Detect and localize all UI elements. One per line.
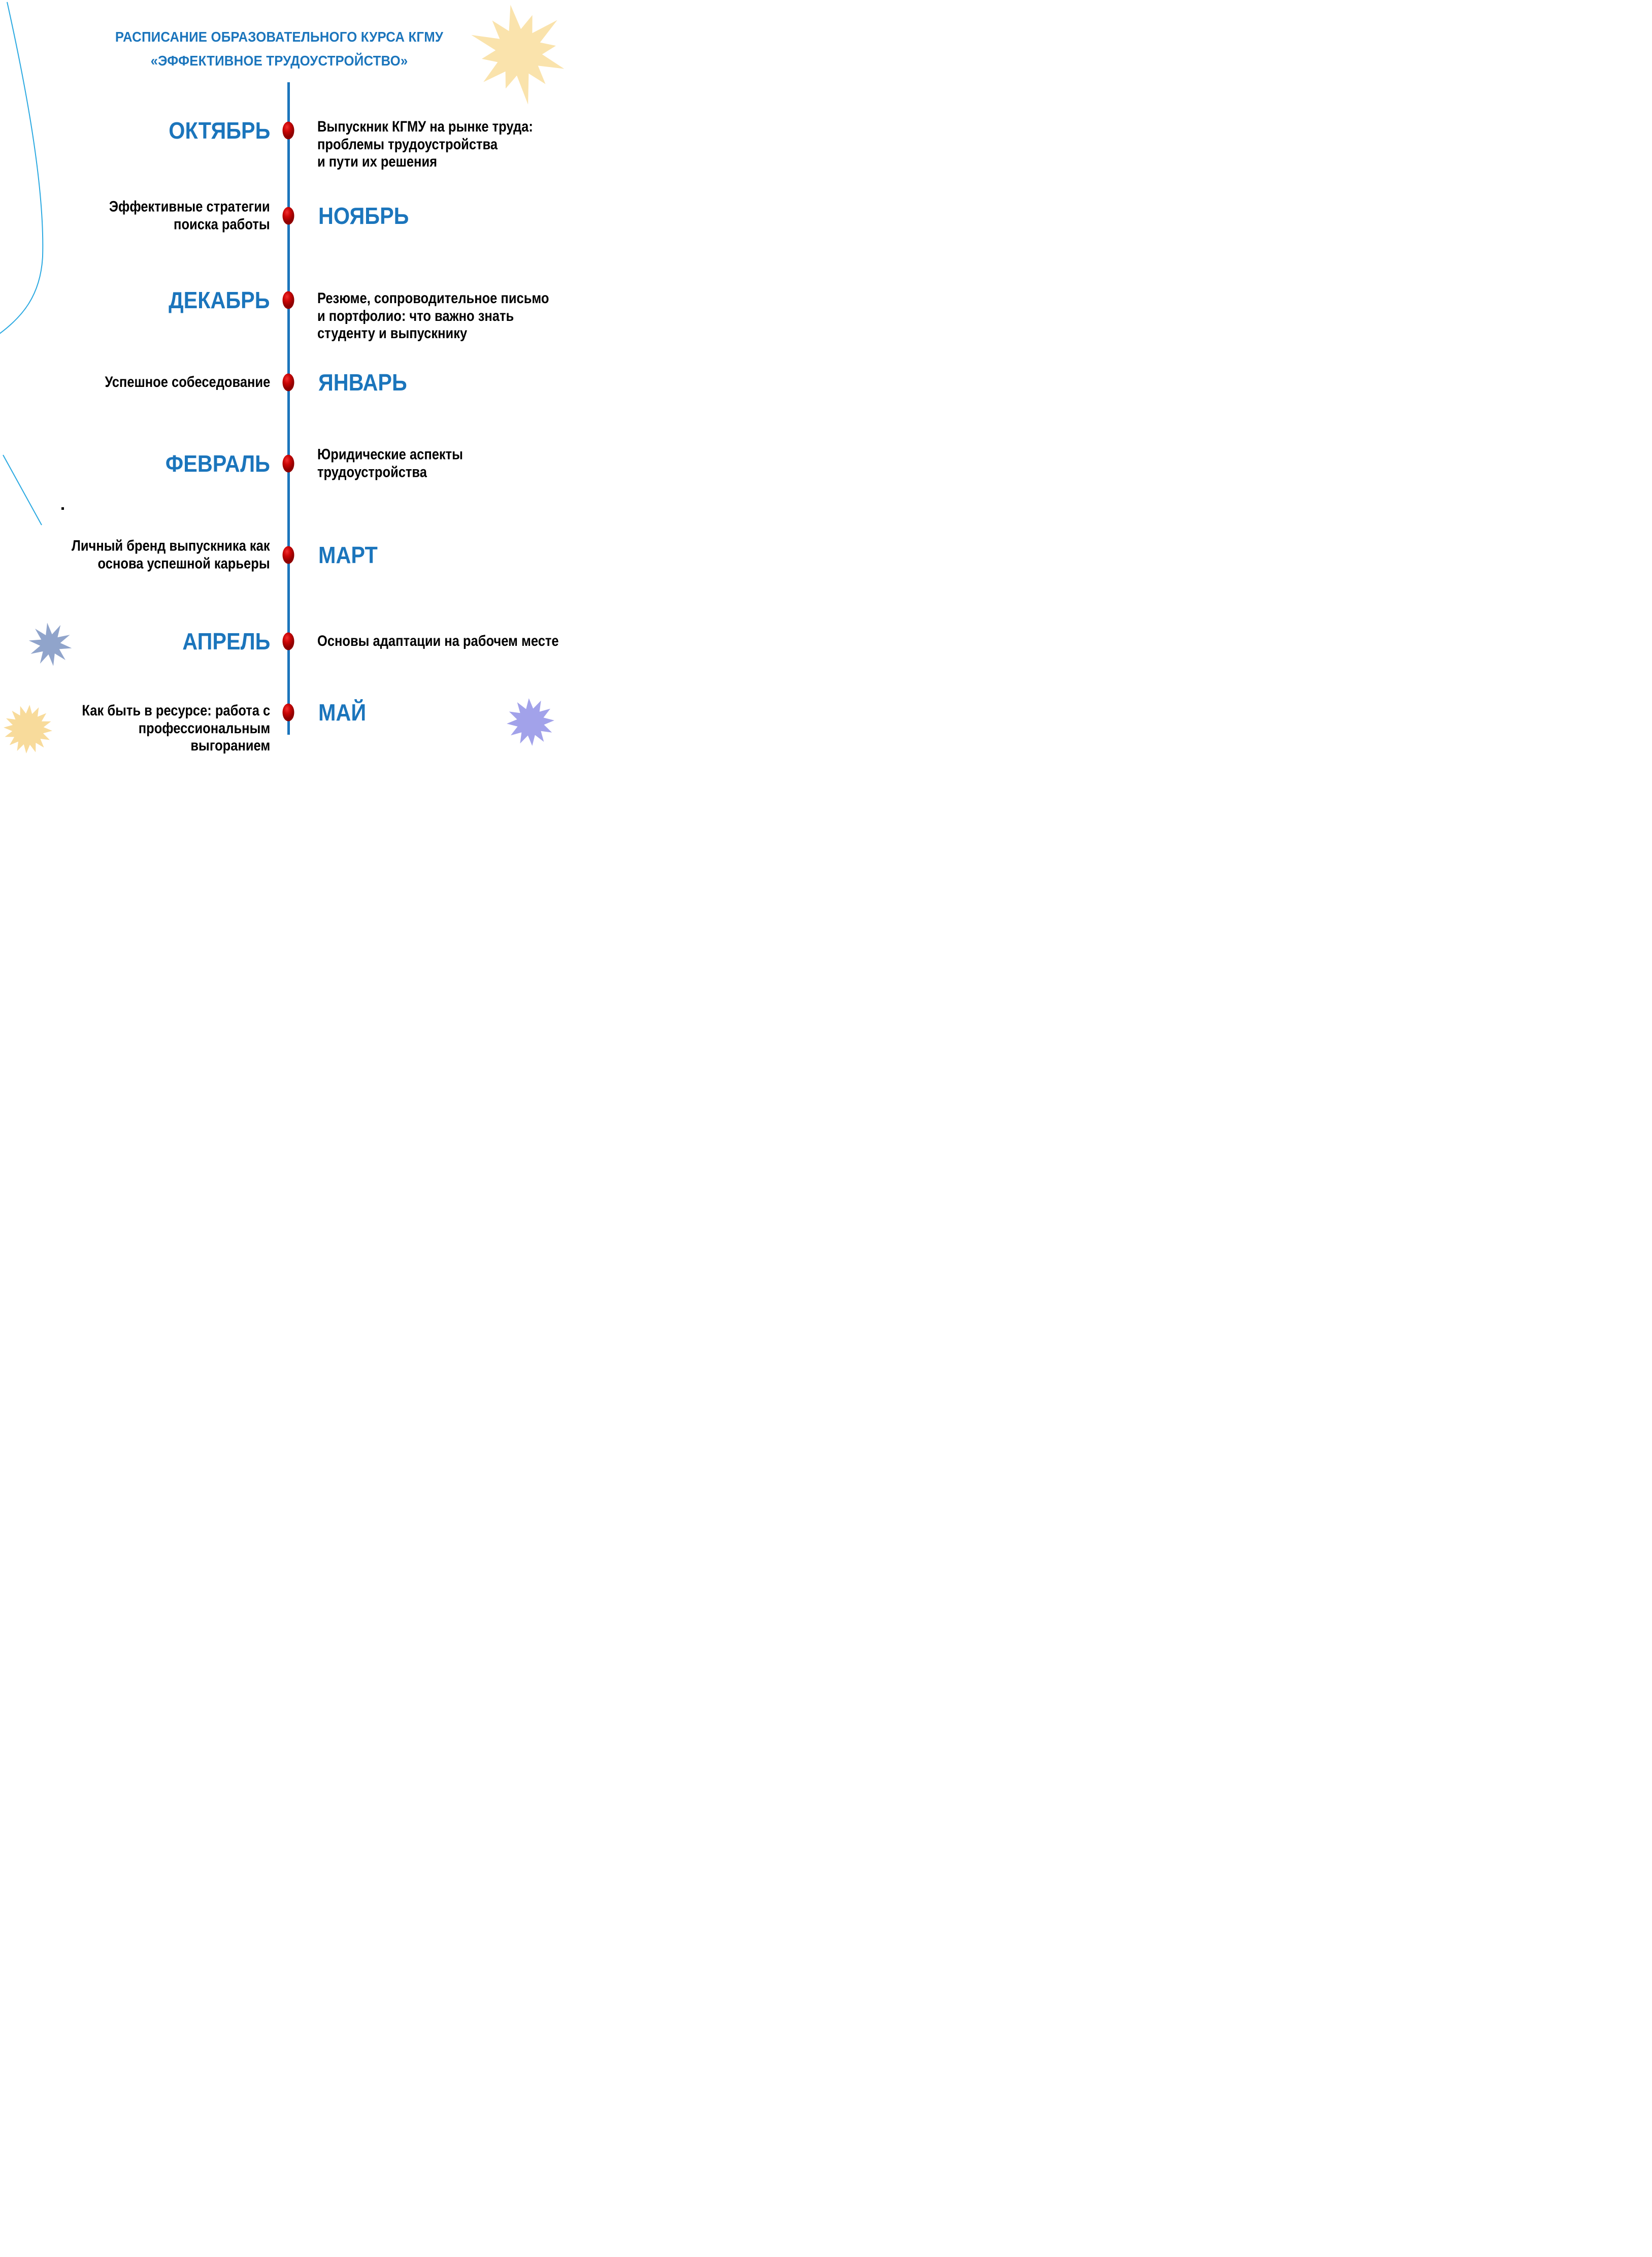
description-6 (72, 538, 270, 573)
timeline-dot-6 (283, 546, 294, 564)
star-bottom-left-blue-gray (29, 623, 72, 666)
stray-mark (61, 507, 64, 510)
description-2-line-1: Эффективные стратегии (109, 198, 270, 215)
description-6-line-1: Личный бренд выпускника как (72, 537, 270, 554)
timeline-dot-3 (283, 291, 294, 309)
timeline-dot-8 (283, 704, 294, 722)
description-1-line-2: проблемы трудоустройства (317, 136, 498, 153)
month-label-1: ОКТЯБРЬ (168, 117, 270, 144)
description-7-line-1: Основы адаптации на рабочем месте (317, 632, 559, 649)
description-4 (105, 374, 270, 391)
description-1 (317, 118, 533, 171)
page-title (0, 25, 558, 73)
description-3 (317, 290, 549, 343)
page-title-line-1: РАСПИСАНИЕ ОБРАЗОВАТЕЛЬНОГО КУРСА КГМУ (115, 29, 444, 45)
month-label-4: ЯНВАРЬ (318, 369, 407, 396)
description-5-line-1: Юридические аспекты (317, 446, 463, 463)
month-label-5: ФЕВРАЛЬ (165, 450, 270, 477)
month-label-8: МАЙ (318, 699, 367, 726)
timeline-dot-7 (283, 633, 294, 650)
description-8-line-3: выгоранием (190, 737, 270, 754)
timeline-dot-1 (283, 122, 294, 140)
description-1-line-3: и пути их решения (317, 153, 438, 170)
description-8-line-1: Как быть в ресурсе: работа с (82, 702, 270, 719)
timeline-dot-5 (283, 455, 294, 473)
description-5-line-2: трудоустройства (317, 464, 427, 480)
description-8-line-2: профессиональным (138, 719, 270, 737)
description-2-line-2: поиска работы (174, 216, 270, 233)
description-5 (317, 446, 463, 481)
page-title-line-2: «ЭФФЕКТИВНОЕ ТРУДОУСТРОЙСТВО» (150, 53, 408, 69)
description-3-line-3: студенту и выпускнику (317, 325, 468, 342)
starburst-bottom-left-yellow (4, 705, 52, 754)
description-6-line-2: основа успешной карьеры (97, 555, 270, 572)
description-3-line-1: Резюме, сопроводительное письмо (317, 290, 549, 307)
description-3-line-2: и портфолио: что важно знать (317, 307, 514, 324)
month-label-7: АПРЕЛЬ (182, 628, 270, 655)
month-label-2: НОЯБРЬ (318, 203, 409, 229)
curve-middle-left (3, 455, 42, 525)
description-8 (82, 702, 270, 755)
description-1-line-1: Выпускник КГМУ на рынке труда: (317, 118, 533, 135)
starburst-bottom-right-purple (507, 698, 554, 746)
month-label-3: ДЕКАБРЬ (169, 287, 270, 313)
infographic-page (0, 0, 571, 780)
month-label-6: МАРТ (318, 542, 378, 568)
description-4-line-1: Успешное собеседование (105, 373, 270, 390)
description-2 (109, 199, 270, 234)
timeline-dot-4 (283, 374, 294, 391)
description-7 (317, 633, 559, 650)
timeline-dot-2 (283, 207, 294, 225)
